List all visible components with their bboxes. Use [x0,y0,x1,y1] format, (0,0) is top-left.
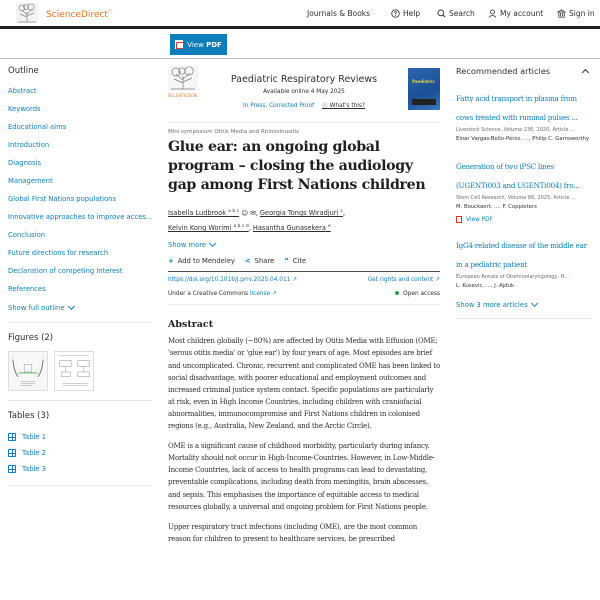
figure-thumbnails [8,351,152,391]
abstract-paragraph: OME is a significant cause of childhood morbidity, particularly during infancy. Mortality should not occur in High-Income-Countries. However, in Low-Middle-Income Countries, lack of access to health programs can lead to devastating, preventable complications, including death from meningitis, brain abscesses, and sepsis. This emphasises the importance of equitable access to medical resources globally, a universal and ongoing problem for First Nations people. [168,442,435,511]
recommended-article-source: European Annals of Otorhinolaryngology, H... [456,274,569,280]
nav-help-label: Help [403,9,421,18]
top-navigation-bar [0,0,600,29]
view-pdf-label [187,41,222,49]
nav-search-label: Search [449,9,475,18]
doi-text: https://doi.org/10.1016/j.prrv.2025.04.011 [168,277,291,284]
article-actions [168,257,440,272]
elsevier-wordmark: ELSEVIER [168,93,198,99]
outline-item-innovative-approaches[interactable]: Innovative approaches to improve acces... [8,213,152,221]
nav-journals-books-label: Journals & Books [307,9,371,18]
pdf-toolbar [0,29,600,59]
recommended-view-pdf-link[interactable] [456,216,592,223]
license-link[interactable]: license ↗ [249,291,277,298]
elsevier-tree-logo-icon[interactable] [16,3,38,23]
journal-title-link[interactable]: Paediatric Respiratory Reviews [230,74,378,85]
author-list: Isabella Ludbrook $^{a b c}$ ☺ ✉, Georgia Tongs Wiradjuri $^c$, Kelvin Kong Worimi $^{a b c d}$, Hasantha Gunasekera $^e$ [168,209,346,233]
author-affiliations: a b c [228,209,240,214]
journal-cover-image[interactable] [408,68,440,110]
divider [168,122,440,123]
author-link[interactable] [168,209,239,217]
show-more-authors-button[interactable] [168,241,440,249]
outline-item-introduction[interactable]: Introduction [8,141,50,149]
mendeley-label: Add to Mendeley [177,257,235,266]
show-more-label: Show more [168,241,207,250]
article-status [168,100,440,109]
search-icon [437,9,446,18]
chevron-down-icon [531,300,538,307]
table-icon [8,449,16,457]
author-name: Georgia Tongs Wiradjuri [259,209,339,218]
table-2-label: Table 2 [22,449,47,457]
nav-journals-books[interactable] [307,9,370,18]
recommended-article-title[interactable]: Generation of two iPSC lines (UGENTi003 and UGENTi004) fro... [456,162,580,190]
recommended-article-authors: Einar Vargas-Bello-Pérez, ..., Philip C. Garnsworthy [456,136,590,142]
outline-item-keywords[interactable]: Keywords [8,105,41,113]
figure-1-thumbnail[interactable] [8,351,48,391]
outline-item-conclusion[interactable]: Conclusion [8,231,46,239]
author-affiliations: e [327,224,331,230]
table-2-link[interactable] [8,445,152,461]
nav-sign-in-label: Sign in [569,9,595,18]
cover-title: Paediatric [412,79,435,84]
sidebar-divider [8,322,152,323]
trademark: ™ [107,9,112,14]
recommended-article-authors: L. Kusevic, ..., J. Ajduk [456,283,515,289]
nav-sign-in[interactable] [557,9,595,18]
abstract-heading: Abstract [168,319,214,331]
outline-item-diagnosis[interactable]: Diagnosis [8,159,42,167]
sidebar-divider [8,485,152,486]
open-access-badge [395,291,440,297]
article-main [168,66,440,545]
help-circle-icon [391,9,400,18]
rights-text: Get rights and content [367,277,434,284]
show-full-outline-button[interactable] [8,304,152,312]
recommended-article-authors: M. Bouckaert, ..., F. Coppieters [456,204,537,210]
recommended-article [456,86,592,144]
table-3-label: Table 3 [22,465,47,473]
table-1-label: Table 1 [22,433,47,441]
sidebar-divider [8,400,152,401]
user-icon [488,9,497,18]
journal-header [168,66,440,116]
doi-row [168,277,440,283]
quote-icon: ” [284,257,289,266]
pdf-file-icon [456,216,462,223]
get-rights-link[interactable] [368,277,440,283]
nav-help[interactable] [391,9,420,18]
outline-item-competing-interest[interactable]: Declaration of competing interest [8,267,123,275]
outline-item-references[interactable]: References [8,285,46,293]
person-icon: ☺ [241,209,249,218]
abstract-paragraph: Most children globally (~80%) are affected by Otitis Media with Effusion (OME; 'serous otitis media' or 'glue ear') by four years of age. Most episodes are brief and uncomplicated. Chronic, recurrent and complicated OME has been linked to social disadvantage, with poorer educational and employment outcomes and increased criminal justice system contact. Specific populations are particularly at risk, even in High Income Countries, including children with craniofacial abnormalities, immunocompromise and First Nations children in colonised regions (e.g., Australia, New Zealand, and the Arctic Circle). [168,337,440,431]
chevron-down-icon [68,303,75,310]
table-1-link[interactable] [8,429,152,445]
institution-icon [557,9,566,18]
recommended-header[interactable] [456,66,592,76]
license-row [168,291,440,305]
table-icon [8,465,16,473]
brand-text: ScienceDirect [46,10,108,20]
outline-item-future-directions[interactable]: Future directions for research [8,249,109,257]
cover-photo-strip [412,99,436,105]
article-title: Glue ear: an ongoing global program – closing the audiology gap among First Nations children [168,139,426,193]
pdf-file-icon [175,40,183,49]
recommended-article-title[interactable]: Fatty acid transport in plasma from cows treated with ruminal pulses ... [456,94,578,122]
license-prefix: Under a Creative Commons [168,291,249,298]
figures-title: Figures (2) [8,333,54,343]
recommended-article-title[interactable]: IgG4-related disease of the middle ear in a pediatric patient [456,241,587,269]
recommended-article [456,233,592,291]
author-link[interactable] [168,224,249,232]
in-press-status: In Press, Corrected Proof [242,103,315,109]
show-more-articles-label: Show 3 more articles [456,301,528,309]
author-name: Isabella Ludbrook [168,209,227,218]
author-link[interactable] [253,224,331,232]
view-pdf-label: View PDF [466,216,493,223]
author-name: Hasantha Gunasekera [252,224,326,233]
tables-title: Tables (3) [8,411,50,421]
view-pdf-prefix: View [187,40,204,49]
plus-icon: + [168,257,174,266]
author-link[interactable] [260,209,343,217]
recommended-article [456,154,592,223]
recommended-article-source: Livestock Science, Volume 236, 2020, Article ... [456,127,575,133]
outline-item-management[interactable]: Management [8,177,53,185]
outline-item-abstract[interactable]: Abstract [8,87,37,95]
recommended-sidebar [456,66,592,319]
article-section-label: Mini symposium Otitis Media and Rhinosinusitis [168,129,300,135]
external-link-icon: ↗ [292,277,298,284]
sciencedirect-brand[interactable] [46,9,112,20]
outline-item-educational-aims[interactable]: Educational aims [8,123,67,131]
chevron-down-icon [209,240,216,247]
outline-title: Outline [8,66,39,76]
author-affiliations: c [340,209,343,214]
outline-sidebar [8,66,152,486]
recommended-article-source: Stem Cell Research, Volume 86, 2025, Article ... [456,195,576,201]
table-3-link[interactable] [8,461,152,477]
external-link-icon: ↗ [435,277,440,284]
whats-this-link[interactable] [322,103,365,109]
recommended-title: Recommended articles [456,66,551,76]
add-to-mendeley-button[interactable] [168,257,235,265]
whats-this-label: What's this? [329,103,366,109]
figure-2-thumbnail[interactable] [54,351,94,391]
license-link-label: license [249,291,271,298]
available-online-date: Available online 4 May 2025 [263,89,345,95]
view-pdf-button[interactable] [170,34,227,55]
chevron-up-icon[interactable] [582,69,589,76]
view-pdf-bold: PDF [206,40,222,49]
cite-label: Cite [292,257,307,266]
cite-button[interactable] [284,257,306,265]
nav-my-account[interactable] [488,9,543,18]
author-affiliations: a b c d [233,224,249,230]
show-full-outline-label: Show full outline [8,304,65,312]
open-access-label: Open access [403,291,440,298]
author-name: Kelvin Kong Worimi [168,224,232,233]
nav-my-account-label: My account [500,9,544,18]
email-icon[interactable]: ✉ [250,209,256,218]
nav-search[interactable] [437,9,475,18]
share-button[interactable] [245,257,274,265]
abstract-paragraph: Upper respiratory tract infections (including OME), are the most common reason for children to present to healthcare services, be prescribed [168,522,418,543]
license-info [168,291,277,297]
outline-item-global-first-nations[interactable]: Global First Nations populations [8,195,116,203]
doi-link[interactable] [168,277,297,283]
open-access-dot-icon [395,291,399,295]
question-circle-icon: ⓘ [322,103,328,109]
table-icon [8,433,16,441]
share-label: Share [254,257,275,266]
show-more-articles-button[interactable] [456,301,592,319]
share-icon: < [244,257,251,266]
